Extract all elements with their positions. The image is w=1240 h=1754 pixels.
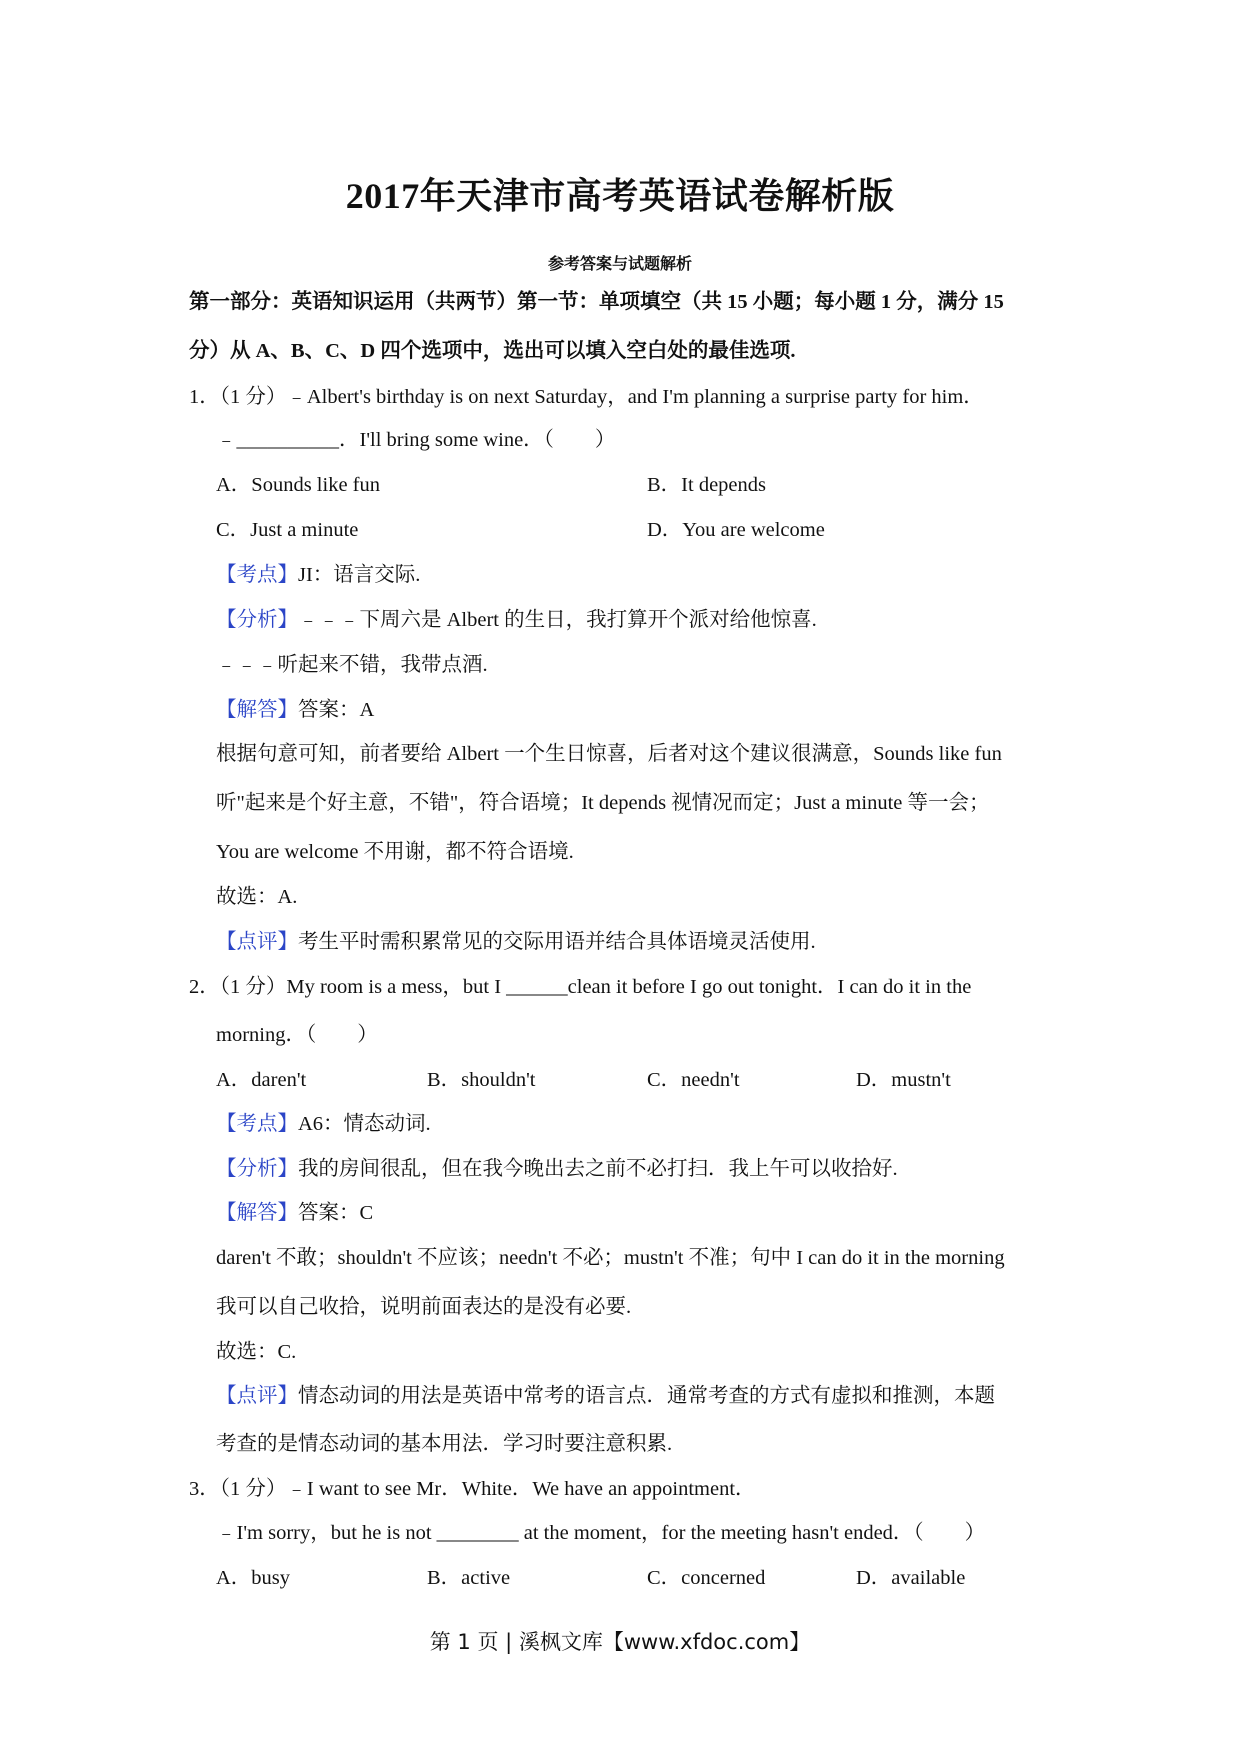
q1-jieda-text: 答案：A — [298, 699, 375, 721]
dianping-tag: 【点评】 — [216, 1385, 298, 1407]
q3-option-c: C．concerned — [647, 1567, 766, 1589]
q2-option-c: C．needn't — [647, 1069, 740, 1091]
q3-stem-line1: 3．（1 分）﹣I want to see Mr．White．We have an appointment． — [189, 1478, 756, 1500]
q2-fenxi-text: 我的房间很乱，但在我今晚出去之前不必打扫．我上午可以收拾好. — [298, 1158, 898, 1180]
q2-fenxi — [216, 1156, 898, 1182]
document-subtitle: 参考答案与试题解析 — [547, 256, 692, 273]
q3-option-a: A．busy — [216, 1567, 291, 1589]
q2-kaodian — [216, 1111, 431, 1137]
q2-stem-line1: 2．（1 分）My room is a mess，but I ______clean it before I go out tonight．I can do it in the — [189, 976, 972, 998]
page-footer: 第 1 页 | 溪枫文库【www.xfdoc.com】 — [429, 1630, 811, 1654]
q2-option-a: A．daren't — [216, 1069, 307, 1091]
q1-stem-line1: 1．（1 分）﹣Albert's birthday is on next Saturday，and I'm planning a surprise party for him． — [189, 386, 984, 408]
document-title: 2017年天津市高考英语试卷解析版 — [345, 176, 895, 216]
q1-kaodian-text: JI：语言交际. — [298, 564, 421, 586]
q3-stem-line2: ﹣I'm sorry，but he is not ________ at the moment，for the meeting hasn't ended．（ ） — [216, 1522, 986, 1544]
section-heading-line1: 第一部分：英语知识运用（共两节）第一节：单项填空（共 15 小题；每小题 1 分，满分 15 — [189, 291, 1004, 313]
q3-option-b: B．active — [427, 1567, 511, 1589]
q1-option-c: C．Just a minute — [216, 519, 359, 541]
q2-answer-choice: 故选：C. — [216, 1341, 297, 1363]
q1-option-a: A．Sounds like fun — [216, 474, 380, 496]
q1-option-d: D．You are welcome — [647, 519, 825, 541]
fenxi-tag: 【分析】 — [216, 1158, 298, 1180]
q1-dianping-text: 考生平时需积累常见的交际用语并结合具体语境灵活使用. — [298, 931, 816, 953]
q1-explanation-line1: 根据句意可知，前者要给 Albert 一个生日惊喜，后者对这个建议很满意，Sounds like fun — [216, 743, 1002, 765]
q2-jieda-text: 答案：C — [298, 1202, 374, 1224]
kaodian-tag: 【考点】 — [216, 1113, 298, 1135]
q1-answer-choice: 故选：A. — [216, 886, 298, 908]
q2-dianping-text: 情态动词的用法是英语中常考的语言点．通常考查的方式有虚拟和推测，本题 — [298, 1385, 995, 1407]
section-heading-line2: 分）从 A、B、C、D 四个选项中，选出可以填入空白处的最佳选项. — [189, 340, 796, 362]
q1-option-b: B．It depends — [647, 474, 766, 496]
q2-jieda — [216, 1200, 373, 1226]
kaodian-tag: 【考点】 — [216, 564, 298, 586]
q2-stem-line2: morning．（ ） — [216, 1024, 378, 1046]
jieda-tag: 【解答】 — [216, 699, 298, 721]
q1-explanation-line2: 听"起来是个好主意，不错"，符合语境；It depends 视情况而定；Just a minute 等一会； — [216, 792, 990, 814]
q2-kaodian-text: A6：情态动词. — [298, 1113, 431, 1135]
q2-dianping-line2: 考查的是情态动词的基本用法．学习时要注意积累. — [216, 1433, 673, 1455]
q1-fenxi-text: ﹣﹣﹣下周六是 Albert 的生日，我打算开个派对给他惊喜. — [298, 609, 817, 631]
q1-explanation-line3: You are welcome 不用谢，都不符合语境. — [216, 841, 574, 863]
q2-dianping — [216, 1383, 995, 1409]
jieda-tag: 【解答】 — [216, 1202, 298, 1224]
q2-explanation-line2: 我可以自己收拾，说明前面表达的是没有必要. — [216, 1296, 632, 1318]
dianping-tag: 【点评】 — [216, 931, 298, 953]
section-heading — [189, 278, 1059, 376]
q2-option-b: B．shouldn't — [427, 1069, 536, 1091]
q1-fenxi — [216, 607, 817, 633]
q2-explanation-line1: daren't 不敢；shouldn't 不应该；needn't 不必；mustn't 不准；句中 I can do it in the morning — [216, 1247, 1005, 1269]
q1-jieda — [216, 697, 374, 723]
q3-option-d: D．available — [856, 1567, 966, 1589]
fenxi-tag: 【分析】 — [216, 609, 298, 631]
q1-fenxi-line2: ﹣﹣﹣听起来不错，我带点酒. — [216, 654, 488, 676]
q1-dianping — [216, 929, 816, 955]
q1-kaodian — [216, 562, 420, 588]
q1-stem-line2: ﹣__________．I'll bring some wine．（ ） — [216, 429, 616, 451]
q2-option-d: D．mustn't — [856, 1069, 951, 1091]
